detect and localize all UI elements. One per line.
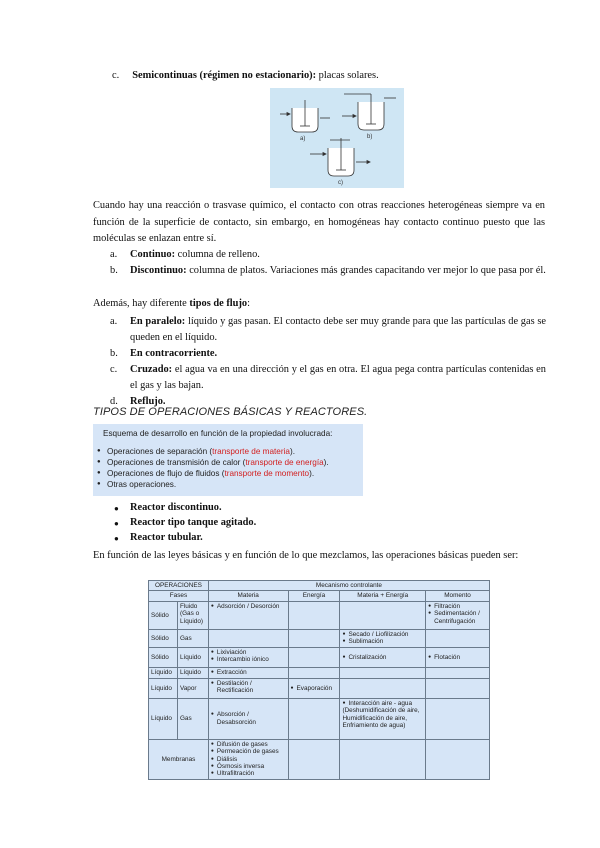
- list-marker: b.: [110, 348, 118, 359]
- intro-bold: tipos de flujo: [189, 298, 248, 309]
- cell-momento: [426, 739, 490, 779]
- cell-bullet: ● Extracción: [211, 669, 286, 676]
- list-marker: c.: [112, 70, 120, 81]
- cell-materia: [208, 629, 288, 647]
- cell-bullet: ● Sedimentación / Centrifugación: [428, 610, 487, 625]
- cell-bullet: ● Absorción / Desabsorción: [211, 711, 286, 726]
- list-item: [110, 362, 546, 394]
- cell-materia: [208, 739, 288, 779]
- paragraph-contact: Cuando hay una reacción o trasvase químico, el contacto con otras reacciones heterogéneas siempre va en función de la superficie de contacto, sin embargo, en homogéneas hay contacto continuo puesto que las moléculas se enlazan entre sí.: [93, 200, 545, 244]
- scheme-item: [97, 468, 329, 479]
- term-bold: En paralelo:: [130, 316, 186, 327]
- diagram-label-c: c): [338, 180, 343, 186]
- diagram-label-a: a): [300, 136, 306, 142]
- scheme-item-text: Operaciones de flujo de fluidos (: [107, 469, 225, 478]
- scheme-item-red: transporte de materia: [212, 447, 290, 456]
- scheme-item-text: Operaciones de transmisión de calor (: [107, 458, 246, 467]
- cell-materia: [208, 678, 288, 698]
- cell-fase1: Sólido: [149, 601, 178, 629]
- cell-materia: [208, 601, 288, 629]
- table-header-row: [149, 581, 490, 591]
- scheme-box: [93, 424, 363, 496]
- table-row: [149, 601, 490, 629]
- term-text: el agua va en una dirección y el gas en otra. El agua pega contra partículas contenidas en el gas y las bajan.: [130, 364, 546, 391]
- cell-bullet: ● Destilación / Rectificación: [211, 680, 286, 695]
- intro-end: :: [247, 298, 250, 309]
- header-momento: Momento: [426, 591, 490, 601]
- cell-fase2: Vapor: [177, 678, 208, 698]
- scheme-item: [97, 479, 329, 490]
- scheme-item-end: ).: [323, 458, 329, 467]
- cell-bullet: ● Ósmosis inversa: [211, 763, 286, 770]
- list-marker: b.: [110, 265, 118, 276]
- cell-materia-energia: [340, 667, 426, 678]
- table-row: [149, 647, 490, 667]
- cell-momento: [426, 601, 490, 629]
- cell-materia-energia: [340, 739, 426, 779]
- header-energia: Energía: [288, 591, 340, 601]
- term-text: columna de platos. Variaciones más grandes capacitando ver mejor lo que pasa por él.: [186, 265, 546, 276]
- scheme-item: [97, 457, 329, 468]
- cell-membranas-label: Membranas: [149, 739, 209, 779]
- list-marker: d.: [110, 396, 118, 407]
- cell-bullet: ● Ultrafiltración: [211, 770, 286, 777]
- cell-materia-energia: [340, 629, 426, 647]
- cell-fase1: Líquido: [149, 678, 178, 698]
- cell-energia: [288, 629, 340, 647]
- header-materia-energia: Materia + Energía: [340, 591, 426, 601]
- term-text: columna de relleno.: [175, 249, 260, 260]
- cell-fase2: Gas: [177, 698, 208, 739]
- list-marker: a.: [110, 249, 118, 260]
- cell-bullet: ● Flotación: [428, 654, 487, 661]
- scheme-item-text: Operaciones de separación (: [107, 447, 213, 456]
- scheme-item-end: ).: [309, 469, 315, 478]
- cell-energia: [288, 667, 340, 678]
- term-text: líquido y gas pasan. El contacto debe ser muy grande para que las partículas de gas se queden en el líquido.: [130, 316, 546, 343]
- cell-bullet: ● Adsorción / Desorción: [211, 603, 286, 610]
- scheme-list: [97, 446, 329, 490]
- term-bold: Continuo:: [130, 249, 176, 260]
- header-materia: Materia: [208, 591, 288, 601]
- cell-bullet: ● Sublimación: [342, 638, 423, 645]
- table-row: [149, 667, 490, 678]
- cell-fase2: Líquido: [177, 667, 208, 678]
- cell-materia-energia: [340, 678, 426, 698]
- paragraph-operations: En función de las leyes básicas y en función de lo que mezclamos, las operaciones básicas pueden ser:: [93, 550, 519, 561]
- cell-fase2: Líquido: [177, 647, 208, 667]
- list-marker: a.: [110, 316, 118, 327]
- scheme-title: Esquema de desarrollo en función de la propiedad involucrada:: [103, 429, 333, 438]
- scheme-item-red: transporte de momento: [224, 469, 310, 478]
- scheme-item-red: transporte de energía: [245, 458, 324, 467]
- cell-fase1: Líquido: [149, 698, 178, 739]
- cell-materia: [208, 698, 288, 739]
- table-row: [149, 698, 490, 739]
- scheme-item-text: Otras operaciones.: [107, 480, 177, 489]
- section-heading: TIPOS DE OPERACIONES BÁSICAS Y REACTORES.: [93, 406, 368, 418]
- cell-bullet: ● Intercambio iónico: [211, 656, 286, 663]
- scheme-item: [97, 446, 329, 457]
- list-flow-types: [110, 314, 546, 410]
- cell-materia-energia: [340, 601, 426, 629]
- list-item: [110, 314, 546, 346]
- cell-fase1: Sólido: [149, 647, 178, 667]
- cell-bullet: ● Filtración: [428, 603, 487, 610]
- cell-fase1: Sólido: [149, 629, 178, 647]
- table-row: [149, 739, 490, 779]
- list-item: [110, 263, 546, 279]
- table-row: [149, 678, 490, 698]
- cell-bullet: ● Evaporación: [291, 685, 338, 692]
- cell-materia-energia: [340, 698, 426, 739]
- term-bold: En contracorriente.: [130, 348, 218, 359]
- list-column-types: [110, 247, 546, 279]
- term-bold: Discontinuo:: [130, 265, 187, 276]
- table-row: [149, 629, 490, 647]
- reactor-item: ● Reactor discontinuo.: [114, 500, 256, 515]
- reactor-item: ● Reactor tubular.: [114, 530, 256, 545]
- cell-energia: [288, 698, 340, 739]
- list-item: [110, 346, 546, 362]
- cell-fase2: Fluido (Gas o Líquido): [177, 601, 208, 629]
- diagram-label-b: b): [367, 134, 373, 140]
- cell-momento: [426, 698, 490, 739]
- cell-bullet: ● Lixiviación: [211, 649, 286, 656]
- reactor-diagram-svg: [270, 88, 404, 188]
- cell-momento: [426, 647, 490, 667]
- cell-bullet: ● Difusión de gases: [211, 741, 286, 748]
- scheme-item-end: ).: [289, 447, 295, 456]
- list-item: [110, 247, 546, 263]
- header-mecanismo: Mecanismo controlante: [208, 581, 489, 591]
- cell-momento: [426, 629, 490, 647]
- cell-fase1: Líquido: [149, 667, 178, 678]
- cell-momento: [426, 678, 490, 698]
- cell-materia-energia: [340, 647, 426, 667]
- operations-table: [148, 580, 490, 780]
- paragraph-flow-intro: [93, 298, 250, 309]
- cell-bullet: ● Cristalización: [342, 654, 423, 661]
- cell-energia: [288, 739, 340, 779]
- cell-bullet: ● Permeación de gases: [211, 748, 286, 755]
- header-operaciones: OPERACIONES: [149, 581, 209, 591]
- reactor-list: [114, 500, 256, 545]
- reactor-item: ● Reactor tipo tanque agitado.: [114, 515, 256, 530]
- cell-energia: [288, 647, 340, 667]
- intro-text: Además, hay diferente: [93, 298, 190, 309]
- reactor-diagram: [270, 88, 404, 188]
- term-bold: Reflujo.: [130, 396, 166, 407]
- term-text: placas solares.: [316, 70, 379, 81]
- item-c: [112, 70, 379, 81]
- cell-energia: [288, 678, 340, 698]
- term-bold: Semicontinuas (régimen no estacionario):: [132, 70, 317, 81]
- cell-bullet: ● Secado / Liofilización: [342, 631, 423, 638]
- cell-note: (Deshumidificación de aire, Humidificación de aire, Enfriamiento de agua): [342, 707, 420, 730]
- table-subheader-row: [149, 591, 490, 601]
- cell-fase2: Gas: [177, 629, 208, 647]
- list-marker: c.: [110, 364, 118, 375]
- header-fases: Fases: [149, 591, 209, 601]
- cell-materia: [208, 647, 288, 667]
- cell-materia: [208, 667, 288, 678]
- cell-energia: [288, 601, 340, 629]
- cell-bullet: ● Diálisis: [211, 756, 286, 763]
- term-bold: Cruzado:: [130, 364, 173, 375]
- cell-momento: [426, 667, 490, 678]
- cell-bullet: ● Interacción aire - agua: [342, 700, 423, 707]
